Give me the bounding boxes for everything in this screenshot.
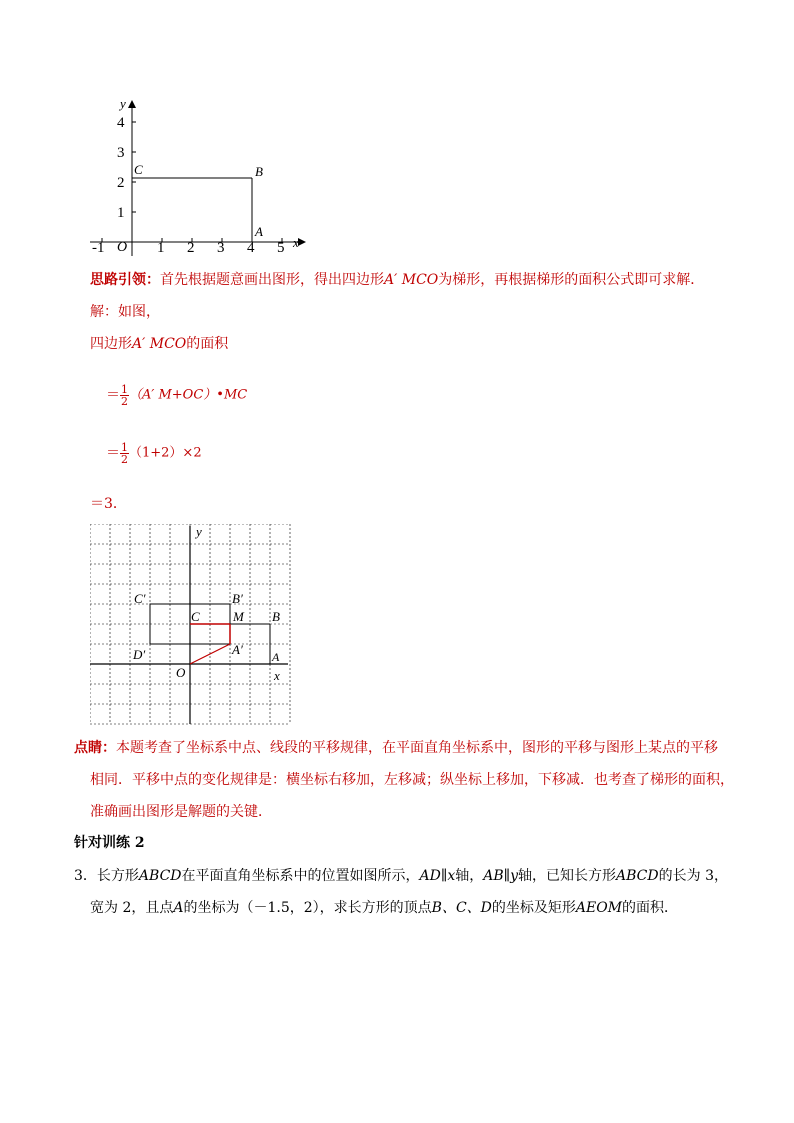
problem-line-2: 宽为 2，且点A的坐标为（－1.5，2），求长方形的顶点B、C、D的坐标及矩形AEOM的面积．	[90, 900, 679, 916]
grid-figure-2	[90, 524, 292, 726]
x-tick-label: 2	[187, 240, 195, 256]
y-axis-arrow	[128, 100, 136, 108]
y-axis-label: y	[120, 96, 126, 111]
point-label-B: B	[255, 164, 263, 179]
note-line-1: 点睛：本题考查了坐标系中点、线段的平移规律，在平面直角坐标系中，图形的平移与图形上某点的平移	[74, 740, 718, 756]
note-line-2: 相同．平移中点的变化规律是：横坐标右移加，左移减；纵坐标上移加，下移减．也考查了梯形的面积，	[90, 772, 734, 788]
y-tick-label: 1	[117, 205, 125, 221]
point-label-A: A	[272, 650, 280, 664]
solution-equation-1: ＝ $\frac{1}{2}$ （A′ M+OC）•MC	[106, 383, 248, 408]
hint-line: 思路引领：首先根据题意画出图形，得出四边形A′ MCO为梯形，再根据梯形的面积公式即可求解．	[90, 272, 705, 288]
fraction-one-half: $\frac{1}{2}$	[121, 383, 128, 408]
x-tick-label: 4	[247, 240, 255, 256]
point-label-B-prime: B′	[232, 591, 243, 606]
x-tick-label: 3	[217, 240, 225, 256]
point-label-C: C	[191, 609, 200, 624]
hint-label: 思路引领：	[90, 272, 160, 288]
solution-equation-2: ＝ $\frac{1}{2}$ （1+2）×2	[106, 441, 202, 466]
x-tick-label: 1	[157, 240, 165, 256]
coordinate-figure-1	[80, 92, 320, 262]
point-label-M: M	[233, 609, 244, 624]
x-axis-label: x	[293, 235, 299, 250]
note-label: 点睛：	[74, 740, 116, 756]
x-tick-label: 5	[277, 240, 285, 256]
point-label-A: A	[255, 224, 263, 239]
solution-equation-3: ＝3．	[90, 496, 127, 512]
origin-label: O	[176, 665, 186, 680]
y-tick-label: 4	[117, 115, 125, 131]
hint-shape: A′ MCO	[384, 272, 439, 288]
point-label-B: B	[272, 609, 280, 624]
note-line-3: 准确画出图形是解题的关键．	[90, 804, 272, 820]
point-label-A-prime: A′	[232, 642, 243, 657]
solution-line-2: 四边形A′ MCO的面积	[90, 336, 229, 352]
x-axis-arrow	[298, 238, 306, 246]
solution-intro: 解：如图，	[90, 304, 160, 320]
point-label-C: C	[134, 162, 143, 177]
x-axis-label: x	[274, 668, 280, 683]
y-axis-label: y	[196, 524, 202, 539]
x-tick-label: -1	[92, 240, 105, 256]
y-tick-label: 2	[117, 175, 125, 191]
fraction-one-half: $\frac{1}{2}$	[121, 441, 128, 466]
point-label-C-prime: C′	[134, 591, 146, 606]
problem-line-1: 3．长方形ABCD在平面直角坐标系中的位置如图所示，AD∥x轴，AB∥y轴，已知长方形ABCD的长为 3，	[74, 868, 728, 884]
origin-label: O	[117, 240, 128, 255]
section-title: 针对训练 2	[74, 835, 145, 851]
point-label-D-prime: D′	[133, 647, 146, 662]
y-tick-label: 3	[117, 145, 125, 161]
